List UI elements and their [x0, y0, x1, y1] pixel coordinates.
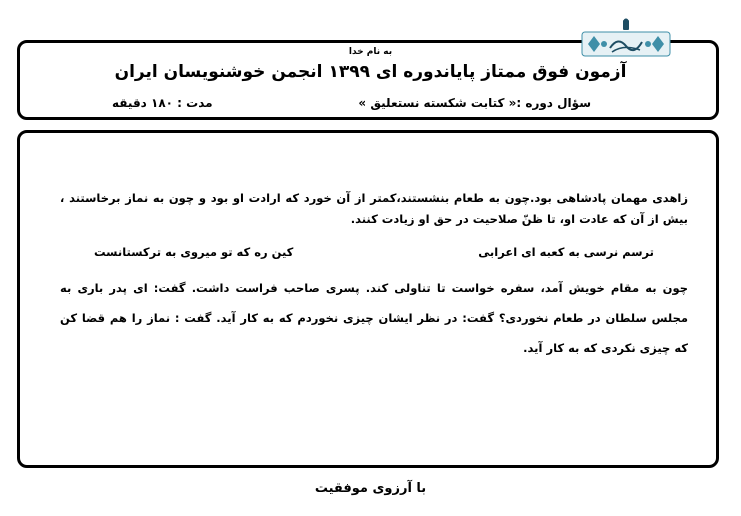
basmala: به نام خدا: [348, 47, 393, 57]
exam-duration: مدت : ۱۸۰ دقیقه: [112, 96, 213, 110]
poem-hemistich-right: ترسم نرسی به کعبه ای اعرابی: [478, 245, 654, 259]
exam-subject: سؤال دوره :« کتابت شکسته نستعلیق »: [358, 96, 591, 110]
footer-wish: با آرزوی موفقیت: [314, 481, 427, 496]
poem-hemistich-left: کین ره که تو میروی به ترکستانست: [94, 245, 294, 259]
paragraph-2: چون به مقام خویش آمد، سفره خواست تا تناولی کند. پسری صاحب فراست داشت. گفت: ای پدر باری به مجلس سلطان در طعام نخوردی؟ گفت: در نظر ایشان چیزی نخوردم که به کار آید. گفت : نماز را هم قضا کن که چیزی نکردی که به کار آید.: [60, 281, 688, 355]
paragraph-1: زاهدی مهمان پادشاهی بود.چون به طعام بنشستند،کمتر از آن خورد که ارادت او بود و چون به نماز برخاستند ، بیش از آن که عادت او، تا ظنّ صلاحیت در حق او زیادت کنند.: [60, 191, 688, 226]
exam-title: آزمون فوق ممتاز پایاندوره ای ۱۳۹۹ انجمن خوشنویسان ایران: [114, 62, 627, 82]
exam-text: [60, 188, 688, 363]
poem-verse: [94, 242, 654, 263]
